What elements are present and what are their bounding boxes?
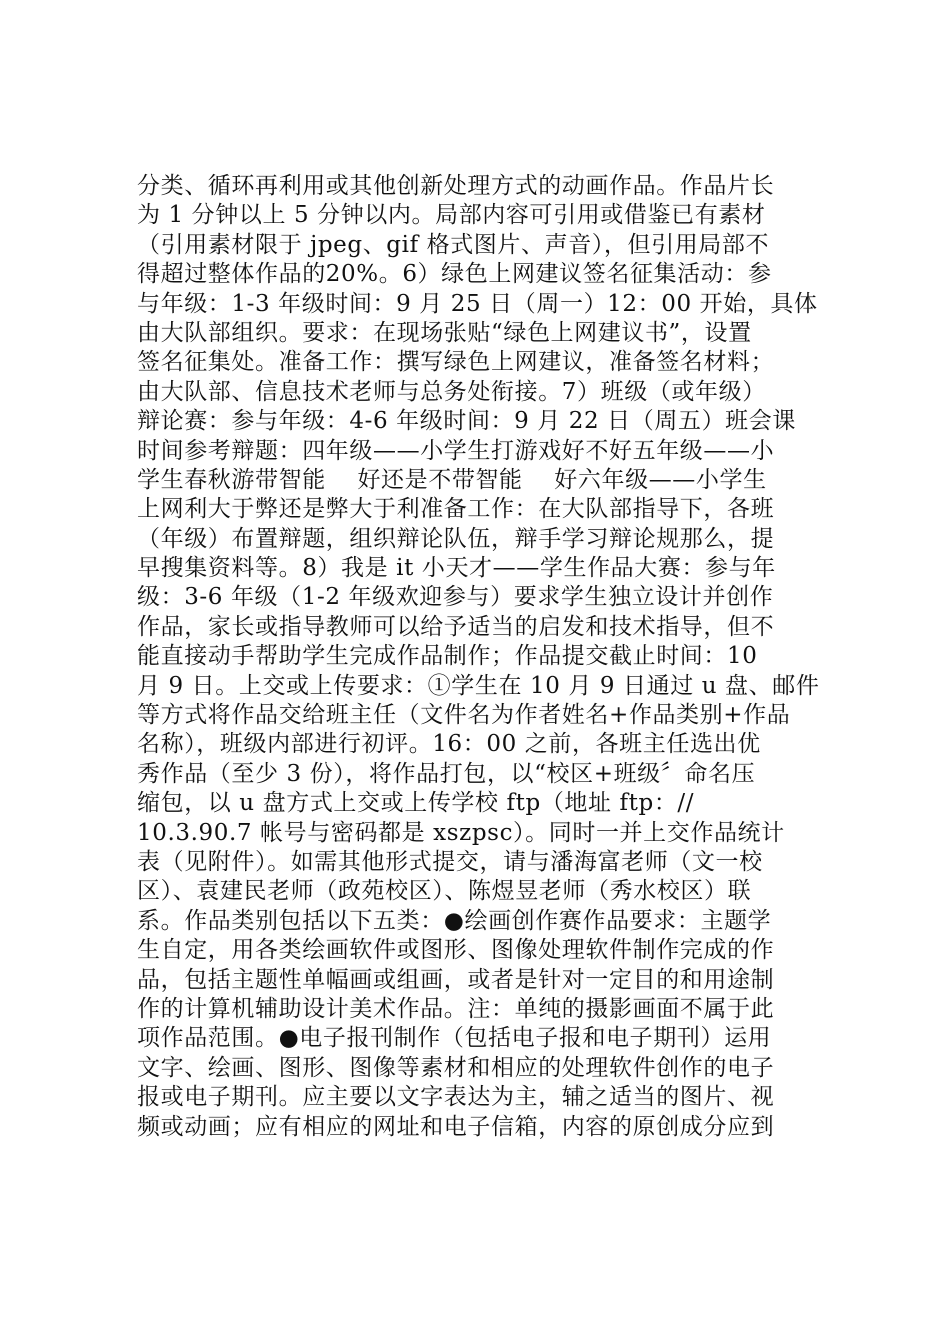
text-line: 10.3.90.7 帐号与密码都是 xszpsc）。同时一并上交作品统计 bbox=[137, 819, 785, 846]
text-line: 报或电子期刊。应主要以文字表达为主，辅之适当的图片、视 bbox=[137, 1084, 775, 1111]
text-line: 秀作品（至少 3 份），将作品打包，以“校区+班级〞命名压 bbox=[137, 760, 756, 787]
text-line: 生自定，用各类绘画软件或图形、图像处理软件制作完成的作 bbox=[137, 937, 775, 964]
text-line: 作的计算机辅助设计美术作品。注：单纯的摄影画面不属于此 bbox=[137, 995, 775, 1022]
text-line: 为 1 分钟以上 5 分钟以内。局部内容可引用或借鉴已有素材 bbox=[137, 202, 766, 229]
text-line: （年级）布置辩题，组织辩论队伍，辩手学习辩论规那么，提 bbox=[137, 525, 775, 552]
text-line: 时间参考辩题：四年级——小学生打游戏好不好五年级——小 bbox=[137, 437, 775, 464]
text-line: 辩论赛：参与年级：4-6 年级时间：9 月 22 日（周五）班会课 bbox=[137, 408, 796, 435]
text-line: 品，包括主题性单幅画或组画，或者是针对一定目的和用途制 bbox=[137, 966, 775, 993]
text-line: 分类、循环再利用或其他创新处理方式的动画作品。作品片长 bbox=[137, 173, 775, 199]
text-line: 上网利大于弊还是弊大于利准备工作：在大队部指导下，各班 bbox=[137, 496, 775, 523]
text-line: 学生春秋游带智能 好还是不带智能 好六年级——小学生 bbox=[137, 466, 767, 493]
text-line: 由大队部、信息技术老师与总务处衔接。7）班级（或年级） bbox=[137, 378, 766, 405]
text-line: 作品，家长或指导教师可以给予适当的启发和技术指导，但不 bbox=[137, 613, 775, 640]
text-line: 签名征集处。准备工作：撰写绿色上网建议，准备签名材料； bbox=[137, 349, 775, 376]
text-line: 表（见附件）。如需其他形式提交，请与潘海富老师（文一校 bbox=[137, 848, 763, 875]
text-line: 早搜集资料等。8）我是 it 小天才——学生作品大赛：参与年 bbox=[137, 555, 776, 582]
text-line: （引用素材限于 jpeg、gif 格式图片、声音），但引用局部不 bbox=[137, 231, 770, 258]
text-line: 与年级：1-3 年级时间：9 月 25 日（周一）12：00 开始，具体 bbox=[137, 290, 818, 317]
text-line: 得超过整体作品的20%。6）绿色上网建议签名征集活动：参 bbox=[137, 261, 772, 288]
text-line: 等方式将作品交给班主任（文件名为作者姓名+作品类别+作品 bbox=[137, 702, 791, 729]
text-line: 项作品范围。●电子报刊制作（包括电子报和电子期刊）运用 bbox=[137, 1025, 772, 1052]
body-text bbox=[137, 172, 827, 1142]
text-line: 名称），班级内部进行初评。16：00 之前，各班主任选出优 bbox=[137, 731, 761, 758]
text-line: 区）、袁建民老师（政苑校区）、陈煜昱老师（秀水校区）联 bbox=[137, 878, 752, 905]
text-line: 缩包，以 u 盘方式上交或上传学校 ftp（地址 ftp：// bbox=[137, 790, 695, 817]
text-line: 频或动画；应有相应的网址和电子信箱，内容的原创成分应到 bbox=[137, 1113, 775, 1140]
text-line: 文字、绘画、图形、图像等素材和相应的处理软件创作的电子 bbox=[137, 1054, 775, 1081]
text-line: 由大队部组织。要求：在现场张贴“绿色上网建议书”，设置 bbox=[137, 319, 752, 346]
text-line: 月 9 日。上交或上传要求：①学生在 10 月 9 日通过 u 盘、邮件 bbox=[137, 672, 820, 699]
text-line: 系。作品类别包括以下五类：●绘画创作赛作品要求：主题学 bbox=[137, 907, 772, 934]
text-line: 级：3-6 年级（1-2 年级欢迎参与）要求学生独立设计并创作 bbox=[137, 584, 774, 611]
text-line: 能直接动手帮助学生完成作品制作；作品提交截止时间：10 bbox=[137, 643, 758, 670]
